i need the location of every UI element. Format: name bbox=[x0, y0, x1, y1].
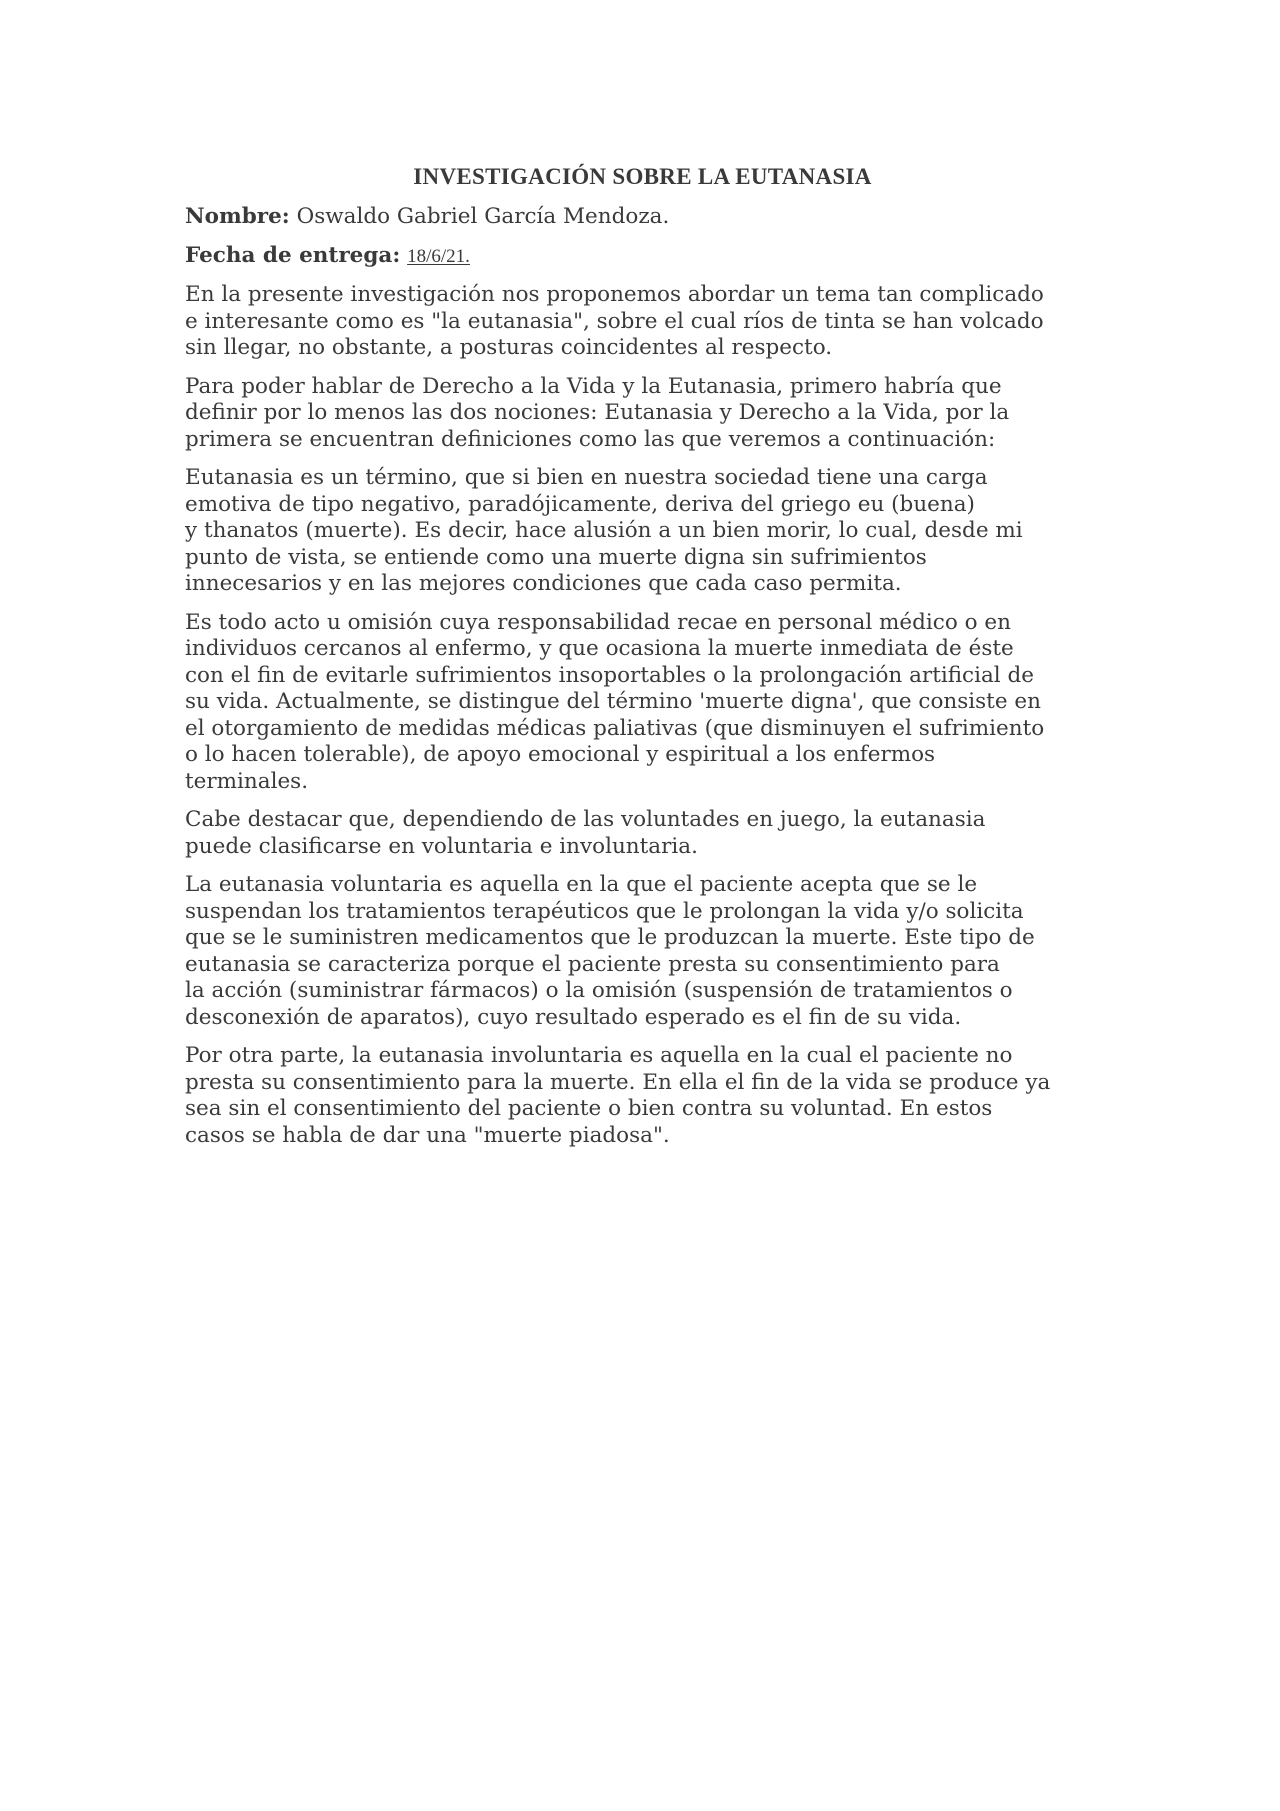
paragraph-line: Es todo acto u omisión cuya responsabilidad recae en personal médico o en bbox=[185, 609, 1011, 635]
paragraph-line: primera se encuentran definiciones como las que veremos a continuación: bbox=[185, 426, 996, 452]
paragraph-line: desconexión de aparatos), cuyo resultado esperado es el fin de su vida. bbox=[185, 1004, 962, 1030]
paragraph-line: La eutanasia voluntaria es aquella en la que el paciente acepta que se le bbox=[185, 872, 978, 897]
paragraph-line: su vida. Actualmente, se distingue del término 'muerte digna', que consiste en bbox=[185, 689, 1041, 714]
paragraphs-container bbox=[185, 282, 1100, 1149]
paragraph-line: punto de vista, se entiende como una muerte digna sin sufrimientos bbox=[185, 544, 927, 570]
paragraph-line: casos se habla de dar una "muerte piadosa". bbox=[185, 1122, 670, 1148]
paragraph-line: que se le suministren medicamentos que le produzcan la muerte. Este tipo de bbox=[185, 925, 1035, 950]
paragraph-line: individuos cercanos al enfermo, y que ocasiona la muerte inmediata de éste bbox=[185, 636, 1014, 661]
paragraph-line: definir por lo menos las dos nociones: Eutanasia y Derecho a la Vida, por la bbox=[185, 400, 1010, 425]
date-line bbox=[185, 243, 1100, 271]
body-paragraph bbox=[185, 807, 1100, 860]
paragraph-line: terminales. bbox=[185, 768, 309, 794]
name-value: Oswaldo Gabriel García Mendoza. bbox=[296, 204, 670, 229]
body-paragraph bbox=[185, 610, 1100, 796]
body-paragraph bbox=[185, 872, 1100, 1031]
paragraph-line: presta su consentimiento para la muerte. En ella el fin de la vida se produce ya bbox=[185, 1069, 1051, 1095]
paragraph-line: Cabe destacar que, dependiendo de las voluntades en juego, la eutanasia bbox=[185, 807, 986, 832]
body-paragraph bbox=[185, 1043, 1100, 1149]
body-paragraph bbox=[185, 465, 1100, 598]
date-value: 18/6/21. bbox=[407, 245, 470, 267]
paragraph-line: el otorgamiento de medidas médicas paliativas (que disminuyen el sufrimiento bbox=[185, 715, 1045, 741]
document-body bbox=[185, 163, 1100, 1161]
name-label: Nombre: bbox=[185, 204, 290, 229]
paragraph-line: la acción (suministrar fármacos) o la omisión (suspensión de tratamientos o bbox=[185, 978, 1013, 1003]
author-line bbox=[185, 204, 1100, 231]
date-label: Fecha de entrega: bbox=[185, 242, 401, 268]
paragraph-line: innecesarios y en las mejores condiciones que cada caso permita. bbox=[185, 571, 902, 596]
paragraph-line: emotiva de tipo negativo, paradójicamente, deriva del griego eu (buena) bbox=[185, 491, 975, 517]
document-title: INVESTIGACIÓN SOBRE LA EUTANASIA bbox=[413, 164, 872, 189]
paragraph-line: En la presente investigación nos proponemos abordar un tema tan complicado bbox=[185, 282, 1044, 307]
paragraph-line: o lo hacen tolerable), de apoyo emocional y espiritual a los enfermos bbox=[185, 742, 936, 767]
paragraph-line: sea sin el consentimiento del paciente o bien contra su voluntad. En estos bbox=[185, 1096, 993, 1121]
paragraph-line: eutanasia se caracteriza porque el paciente presta su consentimiento para bbox=[185, 951, 1000, 977]
body-paragraph bbox=[185, 374, 1100, 454]
paragraph-line: suspendan los tratamientos terapéuticos que le prolongan la vida y/o solicita bbox=[185, 898, 1024, 924]
paragraph-line: Para poder hablar de Derecho a la Vida y la Eutanasia, primero habría que bbox=[185, 373, 1002, 399]
paragraph-line: y thanatos (muerte). Es decir, hace alusión a un bien morir, lo cual, desde mi bbox=[185, 518, 1023, 543]
paragraph-line: puede clasificarse en voluntaria e involuntaria. bbox=[185, 833, 698, 859]
paragraph-line: Por otra parte, la eutanasia involuntaria es aquella en la cual el paciente no bbox=[185, 1043, 1013, 1068]
paragraph-line: Eutanasia es un término, que si bien en nuestra sociedad tiene una carga bbox=[185, 465, 988, 490]
paragraph-line: sin llegar, no obstante, a posturas coincidentes al respecto. bbox=[185, 335, 833, 360]
paragraph-line: con el fin de evitarle sufrimientos insoportables o la prolongación artificial de bbox=[185, 662, 1034, 688]
paragraph-line: e interesante como es "la eutanasia", sobre el cual ríos de tinta se han volcado bbox=[185, 308, 1044, 334]
body-paragraph bbox=[185, 282, 1100, 362]
